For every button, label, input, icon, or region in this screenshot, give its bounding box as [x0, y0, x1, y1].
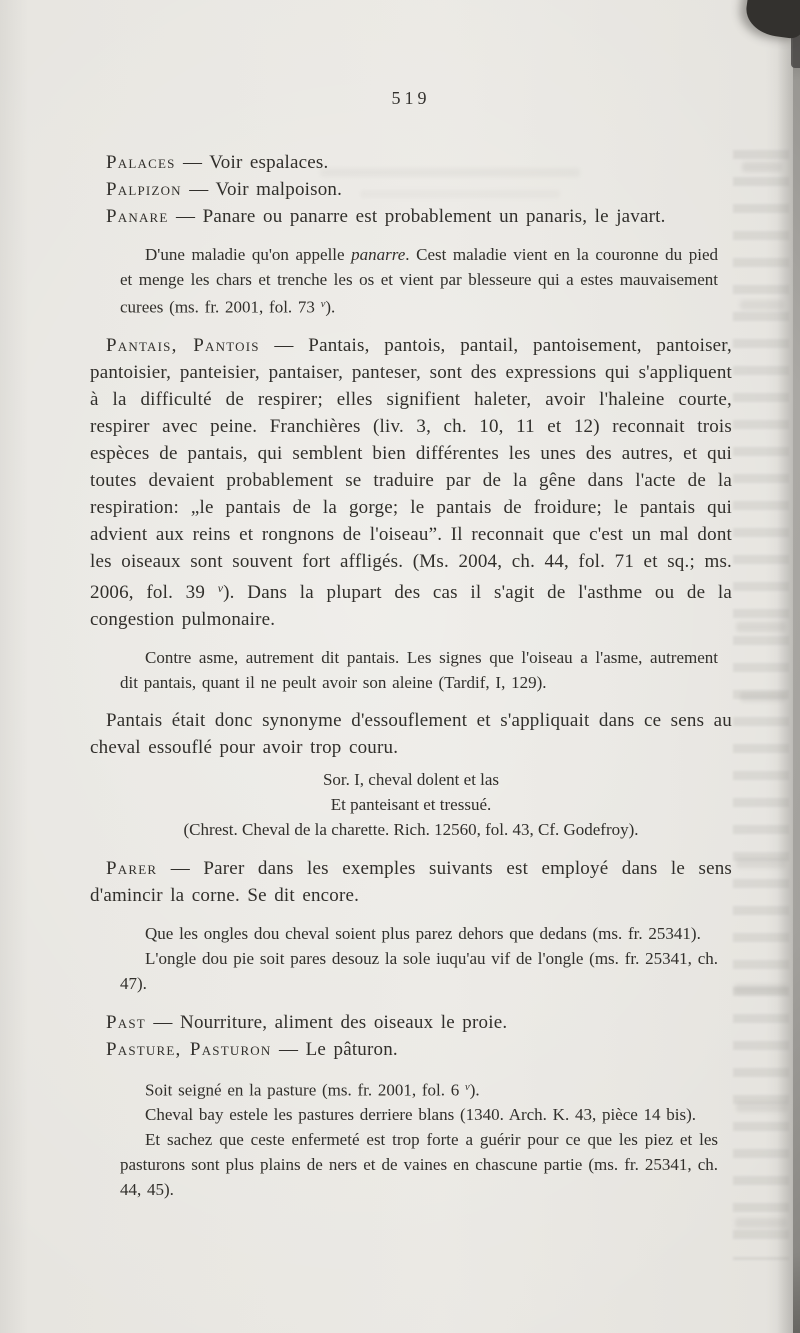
scan-smudge: [736, 622, 786, 632]
quote-ongle-pie: L'ongle dou pie soit pares desouz la sole iuqu'au vif de l'ongle (ms. fr. 25341, ch. 47).: [120, 949, 718, 994]
scan-smudge: [742, 162, 782, 172]
quote-block-panarre: [90, 242, 732, 319]
entry-parer: [90, 855, 732, 909]
quote-cheval-bay: Cheval bay estele les pastures derriere blans (1340. Arch. K. 43, pièce 14 bis).: [145, 1105, 697, 1125]
scan-edge-notch: [791, 22, 800, 68]
folio-superscript: v: [465, 1082, 470, 1094]
headword-pasture: Pasture, Pasturon: [106, 1039, 272, 1061]
quote-panarre-text: ).: [325, 297, 336, 317]
entry-palaces: [90, 149, 732, 176]
quote-seigne-text: Soit seigné en la pasture (ms. fr. 2001, fol. 6: [145, 1080, 466, 1100]
quote-seigne: [120, 1075, 718, 1102]
paragraph-pantais-synonyme: Pantais était donc synonyme d'essouflement et s'appliquait dans ce sens au cheval essouflé pour avoir trop couru.: [90, 710, 732, 759]
folio-superscript: v: [217, 582, 224, 596]
scan-edge-shadow: [777, 0, 793, 1333]
verse-attribution: (Chrest. Cheval de la charette. Rich. 12560, fol. 43, Cf. Godefroy).: [183, 820, 639, 840]
quote-panarre-italic: panarre: [351, 245, 406, 264]
folio-superscript: v: [320, 299, 326, 310]
entry-pasture-body: — Le pâturon.: [271, 1039, 398, 1061]
entry-pasture: [90, 1036, 732, 1063]
verse-block: [90, 767, 732, 842]
scan-smudge: [740, 692, 786, 702]
scan-corner-blob: [743, 0, 800, 40]
verse-line-1: Sor. I, cheval dolent et las: [322, 770, 500, 790]
verse-line-2: Et panteisant et tressué.: [330, 795, 492, 815]
entry-pantais: [90, 332, 732, 633]
entry-palaces-body: — Voir espalaces.: [175, 152, 329, 173]
quote-ongles: Que les ongles dou cheval soient plus parez dehors que dedans (ms. fr. 25341).: [145, 924, 701, 944]
entry-panare: [90, 203, 732, 230]
entry-past: [90, 1009, 732, 1036]
page-number: 519: [391, 88, 431, 108]
headword-palaces: Palaces: [106, 152, 176, 173]
entry-past-body: — Nourriture, aliment des oiseaux le proie.: [145, 1012, 508, 1034]
quote-seigne-text: ).: [469, 1080, 480, 1100]
quote-panarre-text: D'une maladie qu'on appelle: [145, 245, 352, 264]
page-content: [90, 88, 732, 1214]
scan-smudge: [736, 858, 786, 868]
headword-parer: Parer: [106, 858, 158, 880]
entry-pantais-body: ). Dans la plupart des cas il s'agit de l'asthme ou de la congestion pulmonaire.: [90, 582, 733, 631]
entry-parer-body: — Parer dans les exemples suivants est employé dans le sens d'amincir la corne. Se dit encore.: [90, 858, 732, 907]
quote-panarre-text: . Cest maladie vient en la couronne du pied et menge les chars et trenche les os et vient par blesseure qui a estes mauvaisement curees (ms. fr. 2001, fol. 73: [120, 245, 718, 317]
entry-palpizon: [90, 176, 732, 203]
headword-panare: Panare: [106, 206, 169, 227]
scan-edge-strip: [793, 0, 800, 1333]
scan-smudge: [734, 984, 788, 994]
entry-panare-body: — Panare ou panarre est probablement un panaris, le javart.: [168, 206, 666, 227]
quote-panarre: [120, 242, 718, 319]
quote-block-pasture: [90, 1075, 732, 1202]
quote-block-asme: [90, 645, 732, 695]
scan-bleedthrough-column: [733, 150, 789, 1260]
headword-pantais: Pantais, Pantois: [106, 335, 260, 357]
scan-smudge: [735, 1218, 787, 1228]
headword-past: Past: [106, 1012, 146, 1034]
quote-asme: Contre asme, autrement dit pantais. Les signes que l'oiseau a l'asme, autrement dit pantais, quant il ne peult avoir son aleine (Tardif, I, 129).: [120, 648, 718, 693]
scan-smudge: [740, 300, 784, 310]
scan-smudge: [736, 1102, 788, 1112]
headword-palpizon: Palpizon: [106, 179, 182, 200]
quote-enfermete: Et sachez que ceste enfermeté est trop forte a guérir pour ce que les piez et les pasturons sont plus plains de ners et de vaines en chascune partie (ms. fr. 25341, ch. 44, 45).: [120, 1130, 718, 1200]
entry-pantais-body: — Pantais, pantois, pantail, pantoisement, pantoiser, pantoisier, panteisier, pantaiser, panteser, sont des expressions qui s'appliquent à la difficulté de respirer; elles signifient haleter, avoir l'haleine courte, respirer avec peine. Franchières (liv. 3, ch. 10, 11 et 12) reconnait trois espèces de pantais, qui semblent bien différentes les unes des autres, et qui toutes devaient probablement se traduire par de la gêne dans l'acte de la respiration: „le pantais de la gorge; le pantais de froidure; le pantais qui advient aux reins et rongnons de l'oiseau”. Il reconnait que c'est un mal dont les oiseaux sont souvent fort affligés. (Ms. 2004, ch. 44, fol. 71 et sq.; ms. 2006, fol. 39: [90, 335, 733, 604]
quote-block-parer: [90, 921, 732, 996]
entry-palpizon-body: — Voir malpoison.: [181, 179, 343, 200]
